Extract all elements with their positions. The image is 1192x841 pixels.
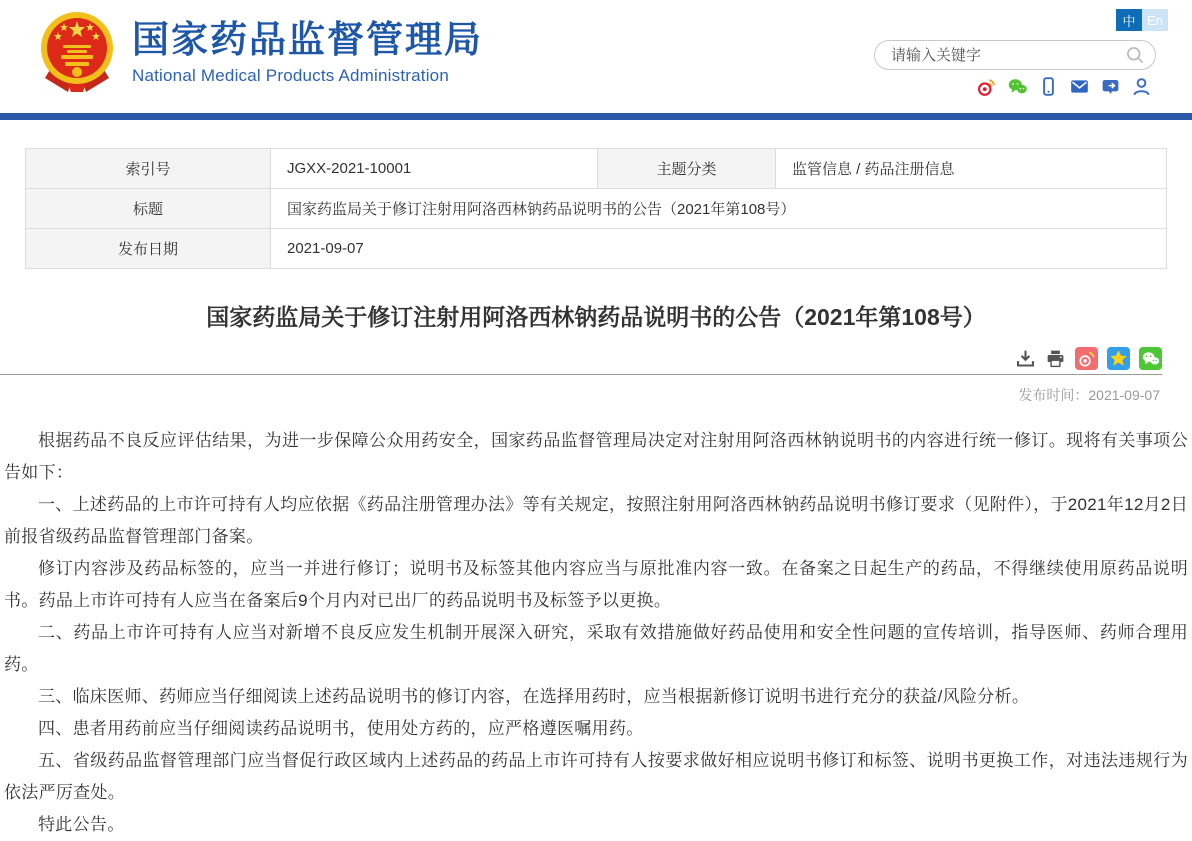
article-toolbar <box>0 346 1162 370</box>
social-icons-row <box>976 76 1152 97</box>
language-toggle <box>1116 9 1168 31</box>
mobile-icon[interactable] <box>1038 76 1059 97</box>
table-row <box>26 229 1167 269</box>
share-wechat-icon[interactable] <box>1139 347 1162 370</box>
message-icon[interactable] <box>1100 76 1121 97</box>
paragraph: 根据药品不良反应评估结果，为进一步保障公众用药安全，国家药品监督管理局决定对注射用阿洛西林钠说明书的内容进行统一修订。现将有关事项公告如下： <box>4 431 1188 482</box>
publish-time-value: 2021-09-07 <box>1088 387 1160 403</box>
lang-en-button[interactable]: En <box>1142 9 1168 31</box>
paragraph: 修订内容涉及药品标签的，应当一并进行修订；说明书及标签其他内容应当与原批准内容一致。在备案之日起生产的药品，不得继续使用原药品说明书。药品上市许可持有人应当在备案后9个月内对已出厂的药品说明书及标签予以更换。 <box>4 559 1188 610</box>
site-title-en: National Medical Products Administration <box>132 65 449 85</box>
download-icon[interactable] <box>1015 348 1036 369</box>
paragraph: 二、药品上市许可持有人应当对新增不良反应发生机制开展深入研究，采取有效措施做好药品使用和安全性问题的宣传培训，指导医师、药师合理用药。 <box>4 623 1188 674</box>
publish-time-label: 发布时间： <box>1018 387 1089 403</box>
index-label: 索引号 <box>26 149 271 189</box>
site-header <box>0 0 1192 113</box>
paragraph: 三、临床医师、药师应当仔细阅读上述药品说明书的修订内容，在选择用药时，应当根据新修订说明书进行充分的获益/风险分析。 <box>38 687 1030 706</box>
publish-time <box>0 385 1160 405</box>
paragraph: 特此公告。 <box>38 815 125 834</box>
paragraph: 五、省级药品监督管理部门应当督促行政区域内上述药品的药品上市许可持有人按要求做好相应说明书修订和标签、说明书更换工作，对违法违规行为依法严厉查处。 <box>4 751 1188 802</box>
lang-zh-button[interactable]: 中 <box>1116 9 1142 31</box>
user-icon[interactable] <box>1131 76 1152 97</box>
page-title: 国家药监局关于修订注射用阿洛西林钠药品说明书的公告（2021年第108号） <box>206 304 986 330</box>
national-emblem-icon <box>38 10 116 94</box>
search-icon[interactable] <box>1125 45 1145 65</box>
home-logo-link[interactable] <box>38 10 483 94</box>
topic-label: 主题分类 <box>598 149 776 189</box>
title-divider <box>0 374 1162 375</box>
table-row <box>26 149 1167 189</box>
search-box <box>874 40 1156 70</box>
search-input[interactable] <box>891 47 1125 64</box>
document-info-table <box>25 148 1167 269</box>
mail-icon[interactable] <box>1069 76 1090 97</box>
paragraph: 四、患者用药前应当仔细阅读药品说明书，使用处方药的，应严格遵医嘱用药。 <box>38 719 644 738</box>
topic-value: 监管信息 / 药品注册信息 <box>776 149 1167 189</box>
site-title-cn: 国家药品监督管理局 <box>132 18 483 60</box>
title-value: 国家药监局关于修订注射用阿洛西林钠药品说明书的公告（2021年第108号） <box>271 189 1167 229</box>
nav-bar <box>0 113 1192 120</box>
article-body <box>0 405 1192 841</box>
print-icon[interactable] <box>1045 348 1066 369</box>
index-value: JGXX-2021-10001 <box>271 149 598 189</box>
date-value: 2021-09-07 <box>271 229 1167 269</box>
wechat-icon[interactable] <box>1007 76 1028 97</box>
title-label: 标题 <box>26 189 271 229</box>
paragraph: 一、上述药品的上市许可持有人均应依据《药品注册管理办法》等有关规定，按照注射用阿洛西林钠药品说明书修订要求（见附件），于2021年12月2日前报省级药品监督管理部门备案。 <box>4 495 1188 546</box>
share-weibo-icon[interactable] <box>1075 347 1098 370</box>
date-label: 发布日期 <box>26 229 271 269</box>
weibo-icon[interactable] <box>976 76 997 97</box>
table-row <box>26 189 1167 229</box>
share-qzone-icon[interactable] <box>1107 347 1130 370</box>
